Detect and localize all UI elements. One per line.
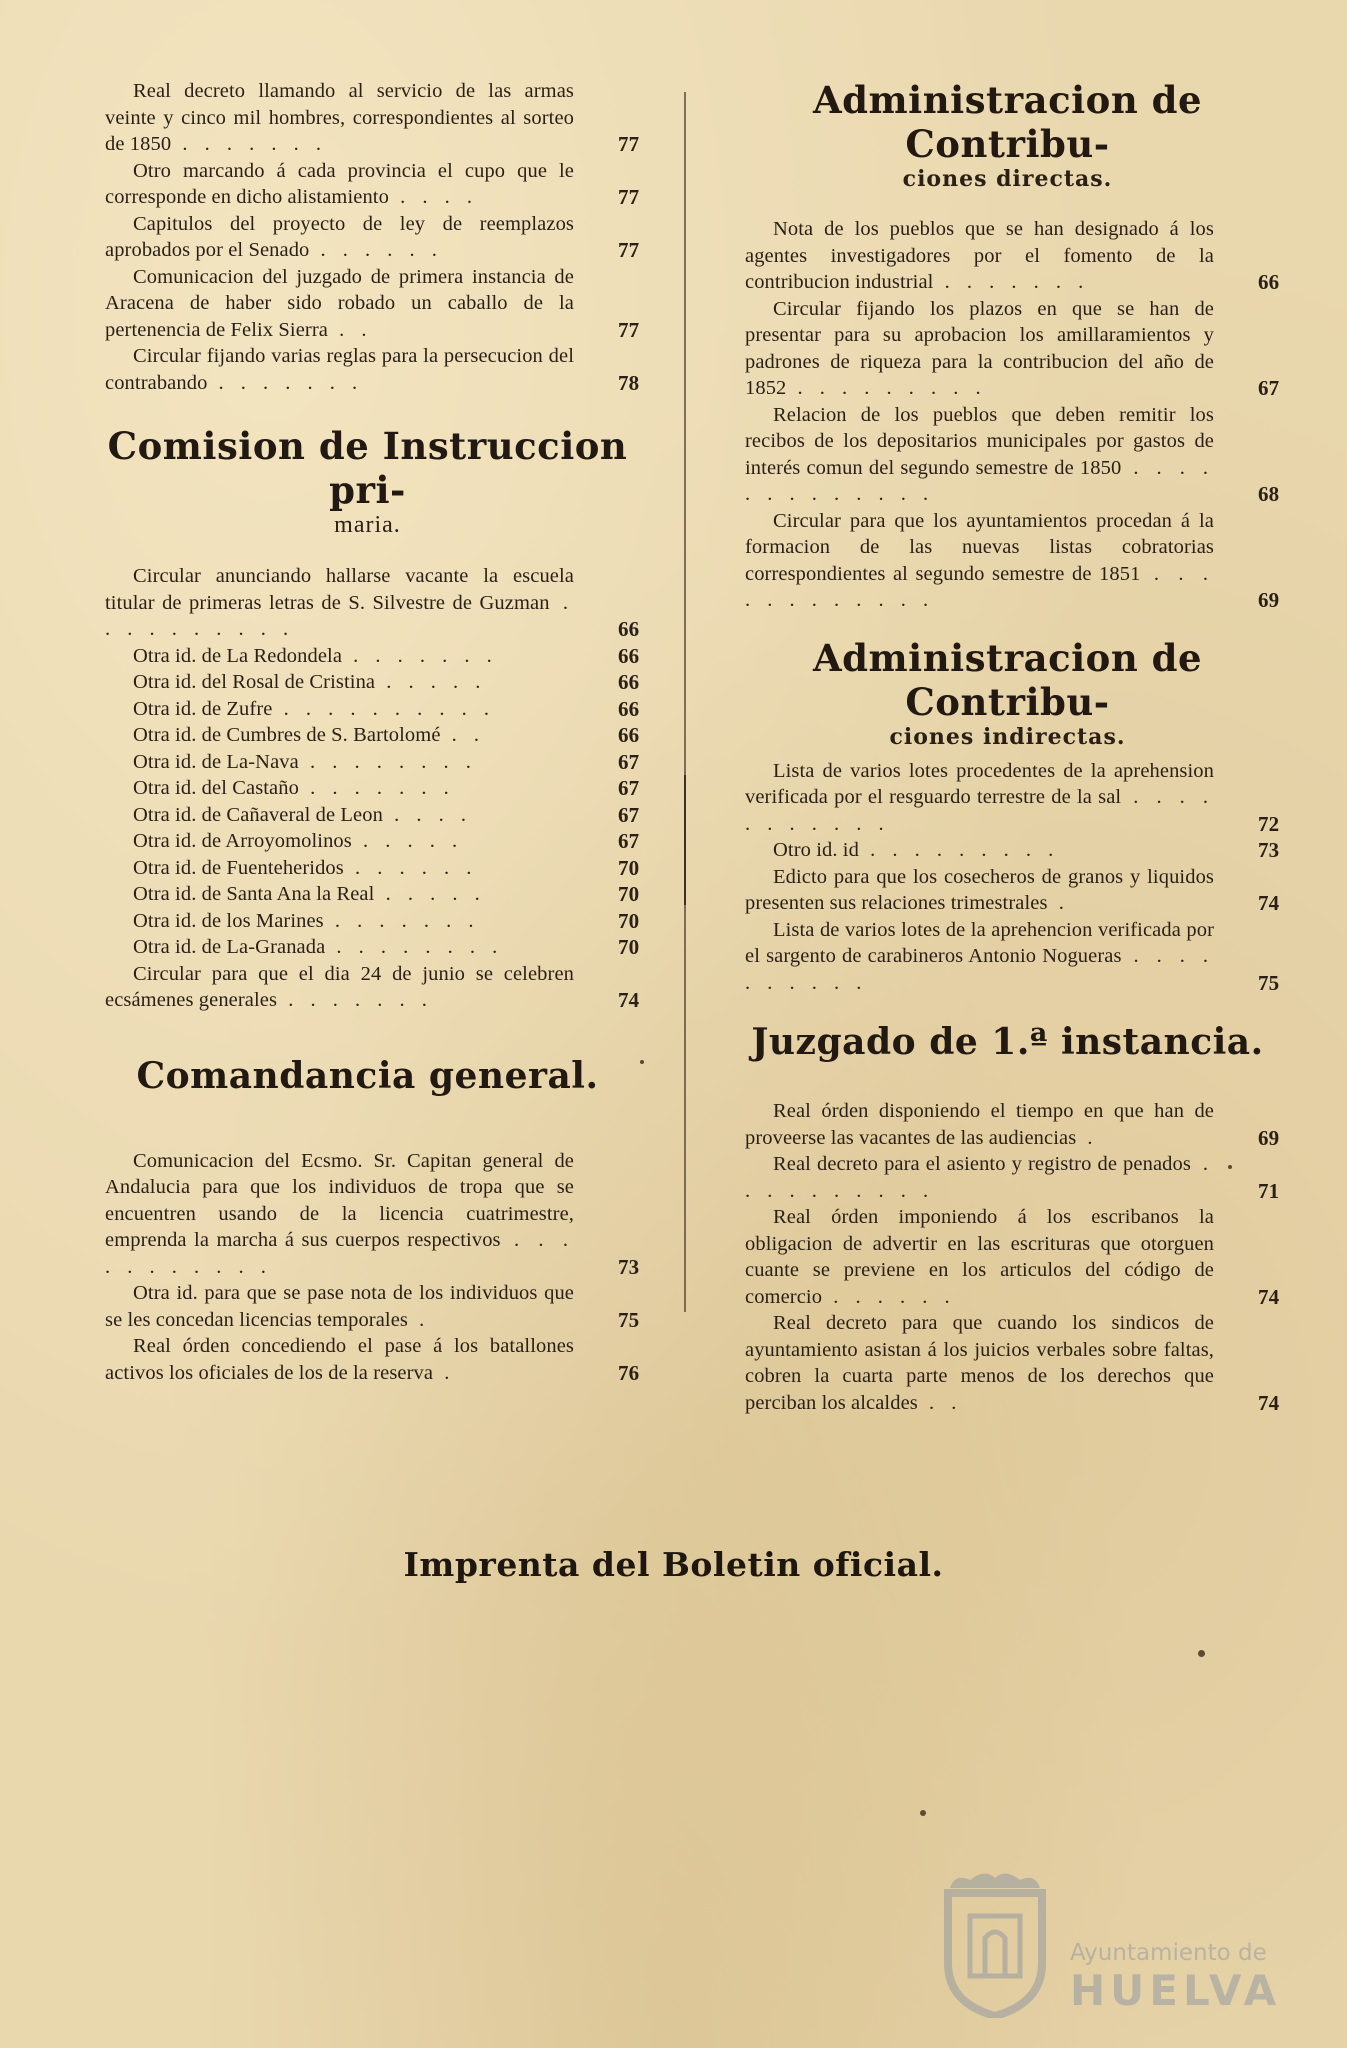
section-heading-indirectas: Administracion de Contribu- [812, 635, 1203, 724]
index-entry: Otra id. de La-Granada . . . . . . . . 70 [133, 935, 640, 959]
section-heading-continuation: ciones directas. [902, 166, 1113, 192]
section-heading-instruccion: Comision de Instruccion pri- [107, 424, 628, 512]
page-number: 76 [618, 1360, 640, 1385]
index-entry: Otra id. de Arroyomolinos . . . . . 67 [133, 829, 640, 853]
page-number: 67 [1258, 376, 1280, 400]
page-number: 74 [1258, 1390, 1280, 1415]
section-heading-juzgado: Juzgado de 1.ª instancia. [751, 1021, 1264, 1063]
watermark-line2: HUELVA [1070, 1966, 1282, 2015]
index-entry: Circular fijando varias reglas para la persecucion del contrabando . . . . . . . 78 [105, 345, 640, 395]
section-heading-continuation: maria. [334, 512, 401, 538]
index-entry: Otra id. de los Marines . . . . . . . 70 [133, 908, 640, 933]
page-number: 66 [1258, 270, 1280, 294]
page-number: 74 [618, 988, 640, 1012]
index-entry: Real decreto para que cuando los sindicos de ayuntamiento asistan á los juicios verbales sobre faltas, cobren la cuarta parte menos de los derechos que perciban los alcaldes . . 74 [745, 1312, 1280, 1415]
page-number: 74 [1258, 1284, 1280, 1309]
index-entry: Otro id. id . . . . . . . . . 73 [773, 838, 1280, 862]
index-entry: Otra id. de Cumbres de S. Bartolomé . . 66 [133, 723, 640, 747]
page-number: 66 [618, 723, 640, 747]
index-entry: Comunicacion del Ecsmo. Sr. Capitan general de Andalucia para que los individuos de tropa que se encuentren usando de la licencia cuatrimestre, emprenda la marcha á sus cuerpos respectivos . . . . . . . . . . . 73 [105, 1149, 640, 1279]
index-entry: Otra id. para que se pase nota de los individuos que se les concedan licencias temporales . 75 [105, 1282, 640, 1332]
index-entry: Otra id. de Santa Ana la Real . . . . . 70 [133, 882, 640, 906]
paper-speck [1228, 1165, 1232, 1169]
index-entry: Lista de varios lotes de la aprehencion verificada por el sargento de carabineros Antonio Nogueras . . . . . . . . . . 75 [745, 918, 1280, 995]
paper-speck [920, 1810, 926, 1816]
index-entry: Edicto para que los cosecheros de granos y liquidos presenten sus relaciones trimestrales . 74 [745, 865, 1280, 915]
instruccion-entries [105, 563, 640, 1014]
printer-imprint: Imprenta del Boletin oficial. [403, 1545, 944, 1584]
page-number: 71 [1258, 1178, 1280, 1203]
page-number: 70 [618, 935, 640, 959]
city-crest-icon [930, 1868, 1060, 2018]
page-number: 73 [1258, 838, 1280, 862]
juzgado-entries [745, 1098, 1280, 1416]
comandancia-entries [105, 1148, 640, 1387]
paper-speck [1198, 1650, 1205, 1657]
top-entries [105, 78, 640, 396]
index-entry: Capitulos del proyecto de ley de reemplazos aprobados por el Senado . . . . . . 77 [105, 212, 640, 262]
watermark-line1: Ayuntamiento de [1070, 1940, 1267, 1966]
page-number: 69 [1258, 588, 1280, 612]
section-heading-comandancia: Comandancia general. [136, 1054, 599, 1097]
index-entry: Circular para que el dia 24 de junio se celebren ecsámenes generales . . . . . . . 74 [105, 962, 640, 1012]
left-column [105, 78, 640, 1386]
page-number: 66 [618, 670, 640, 694]
page-number: 67 [618, 829, 640, 853]
index-entry: Real órden concediendo el pase á los batallones activos los oficiales de los de la reserva . 76 [105, 1335, 640, 1385]
index-entry: Otra id. de Fuenteheridos . . . . . . 70 [133, 855, 640, 880]
index-entry: Real órden imponiendo á los escribanos la obligacion de advertir en las escrituras que otorguen cuante se previene en los articulos del código de comercio . . . . . . 74 [745, 1206, 1280, 1309]
index-entry: Circular fijando los plazos en que se han de presentar para su aprobacion los amillaramientos y padrones de riqueza para la contribucion del año de 1852 . . . . . . . . . 67 [745, 297, 1280, 400]
page-number: 72 [1258, 811, 1280, 836]
page-number: 70 [618, 882, 640, 906]
index-entry: Otra id. de Zufre . . . . . . . . . . 66 [133, 696, 640, 721]
page-number: 77 [618, 238, 640, 262]
index-entry: Otra id. del Rosal de Cristina . . . . . 66 [133, 670, 640, 694]
index-entry: Real decreto llamando al servicio de las armas veinte y cinco mil hombres, correspondientes al sorteo de 1850 . . . . . . . 77 [105, 80, 640, 156]
index-entry: Comunicacion del juzgado de primera instancia de Aracena de haber sido robado un caballo de la pertenencia de Felix Sierra . . 77 [105, 265, 640, 342]
index-entry: Real órden disponiendo el tiempo en que han de proveerse las vacantes de las audiencias . 69 [745, 1100, 1280, 1150]
index-entry: Circular para que los ayuntamientos procedan á la formacion de las nuevas listas cobratorias correspondientes al segundo semestre de 1851 . . . . . . . . . . . . 69 [745, 509, 1280, 612]
page-number: 78 [618, 370, 640, 395]
page-number: 77 [618, 132, 640, 156]
index-entry: Relacion de los pueblos que deben remitir los recibos de los depositarios municipales por gastos de interés comun del segundo semestre de 1850 . . . . . . . . . . . . . 68 [745, 403, 1280, 506]
column-divider [684, 92, 686, 1312]
index-entry: Nota de los pueblos que se han designado á los agentes investigadores por el fomento de la contribucion industrial . . . . . . . 66 [745, 218, 1280, 294]
section-heading-directas: Administracion de Contribu- [812, 78, 1203, 166]
indirectas-entries [745, 758, 1280, 997]
page-number: 67 [618, 776, 640, 800]
index-entry: Circular anunciando hallarse vacante la escuela titular de primeras letras de S. Silvestre de Guzman . . . . . . . . . . 66 [105, 565, 640, 641]
page-number: 67 [618, 802, 640, 827]
page-number: 74 [1258, 891, 1280, 915]
page-number: 66 [618, 617, 640, 641]
page-number: 75 [1258, 970, 1280, 995]
directas-entries [745, 216, 1280, 614]
page-number: 77 [618, 317, 640, 342]
page-number: 66 [618, 643, 640, 668]
page-number: 69 [1258, 1125, 1280, 1150]
column-divider-accent [684, 775, 686, 905]
index-entry: Lista de varios lotes procedentes de la aprehension verificada por el resguardo terrestre de la sal . . . . . . . . . . . 72 [745, 759, 1280, 836]
paper-speck [640, 1060, 644, 1064]
index-entry: Otro marcando á cada provincia el cupo que le corresponde en dicho alistamiento . . . . 77 [105, 159, 640, 209]
index-entry: Otra id. de La Redondela . . . . . . . 66 [133, 643, 640, 668]
page-number: 67 [618, 749, 640, 774]
page-number: 68 [1258, 482, 1280, 506]
page-number: 77 [618, 185, 640, 209]
page-number: 75 [618, 1307, 640, 1332]
page-number: 73 [618, 1254, 640, 1279]
index-entry: Otra id. del Castaño . . . . . . . 67 [133, 776, 640, 800]
page-number: 70 [618, 855, 640, 880]
index-entry: Otra id. de Cañaveral de Leon . . . . 67 [133, 802, 640, 827]
index-entry: Real decreto para el asiento y registro de penados . . . . . . . . . . 71 [745, 1153, 1280, 1203]
section-heading-continuation: ciones indirectas. [889, 723, 1126, 750]
page-number: 70 [618, 908, 640, 933]
right-column [745, 78, 1280, 1416]
index-entry: Otra id. de La-Nava . . . . . . . . 67 [133, 749, 640, 774]
page-number: 66 [618, 696, 640, 721]
archive-watermark [930, 1868, 1282, 2018]
